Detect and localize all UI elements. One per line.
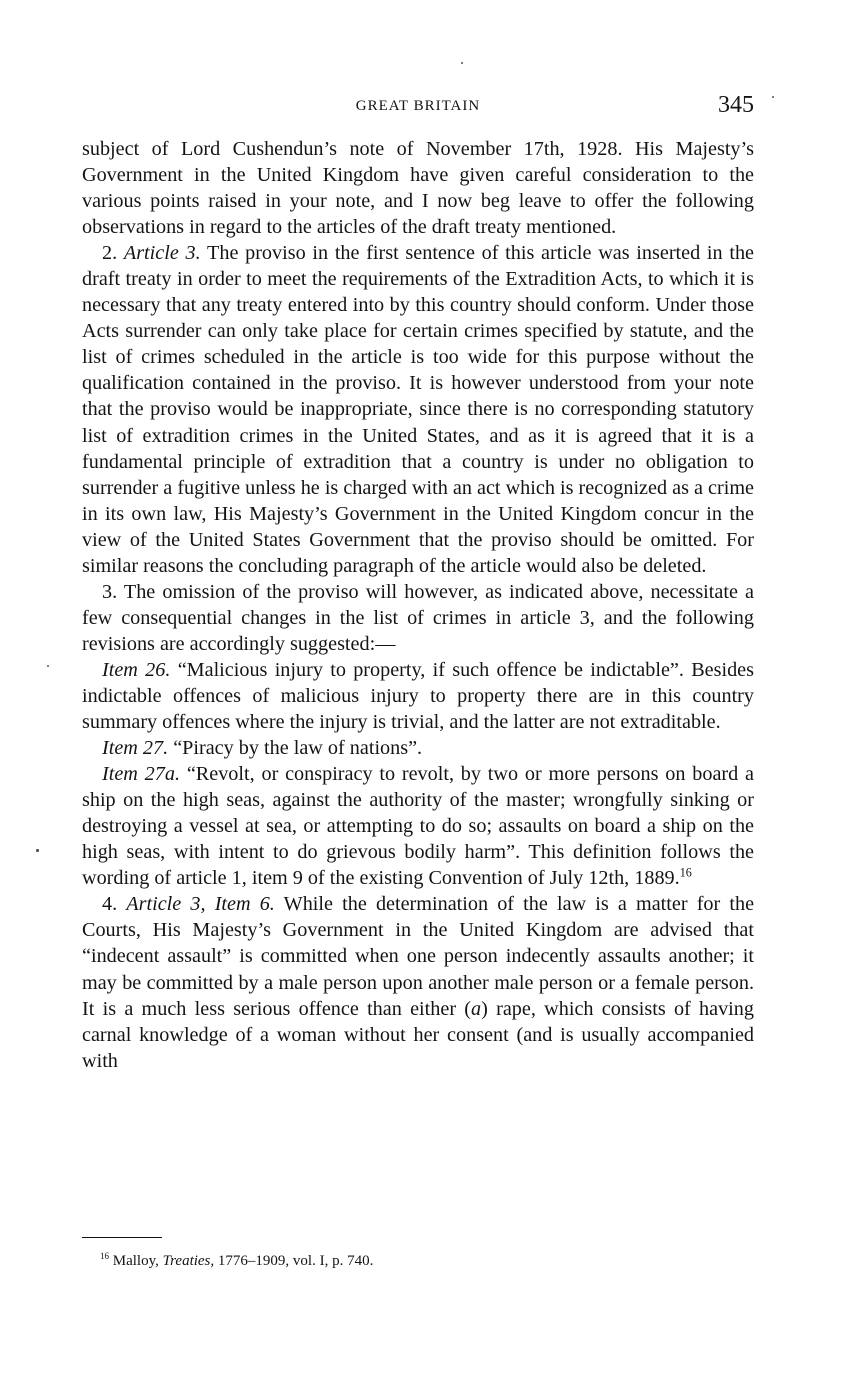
item-26 <box>82 657 754 735</box>
scan-speck <box>772 96 774 98</box>
item-27-label: Item 27. <box>102 737 169 760</box>
footnote <box>100 1251 750 1271</box>
paragraph-4-number: 4. <box>102 893 118 916</box>
item-27a-text: “Revolt, or conspiracy to revolt, by two or more persons on board a ship on the high seas, against the authority of the master; wrongfully sinking or destroying a vessel at sea, or attempting to do so; assaults on board a ship on the high seas, with intent to do grievous bodily harm”. This definition follows the wording of article 1, item 9 of the existing Convention of July 12th, 1889. <box>82 763 754 890</box>
paragraph-2-label: Article 3. <box>123 242 201 265</box>
item-26-label: Item 26. <box>102 658 171 681</box>
item-27a-label: Item 27a. <box>102 763 181 786</box>
footnote-ref: 16 <box>679 865 692 880</box>
page-number: 345 <box>718 92 754 118</box>
footnote-title: Treaties, <box>162 1253 215 1269</box>
paragraph-4-text-2: ) rape, which consists of having carnal knowledge of a woman without her consent (and is usually accompanied with <box>82 997 754 1072</box>
footnote-number: 16 <box>100 1251 109 1261</box>
paragraph-4 <box>82 891 754 1073</box>
paragraph-4-text-1: While the determination of the law is a matter for the Courts, His Majesty’s Government in the United Kingdom are advised that “indecent assault” is committed when one person indecently assaults another; it may be committed by a male person upon another male person or a female person. It is a much less serious offence than either ( <box>82 893 755 1020</box>
paragraph-4-a: a <box>471 997 482 1020</box>
page-body <box>82 136 754 1074</box>
item-26-text: “Malicious injury to property, if such offence be indictable”. Besides indictable offences of malicious injury to property there are in this country summary offences where the injury is trivial, and the latter are not extraditable. <box>82 658 755 734</box>
running-head: GREAT BRITAIN <box>355 98 481 114</box>
scan-speck <box>47 665 49 667</box>
paragraph-1-text: subject of Lord Cushendun’s note of November 17th, 1928. His Majesty’s Government in the United Kingdom have given careful consideration to the various points raised in your note, and I now beg leave to offer the following observations in regard to the articles of the draft treaty mentioned. <box>82 138 754 239</box>
item-27 <box>82 735 754 761</box>
scan-speck <box>36 849 39 852</box>
paragraph-1 <box>82 136 754 240</box>
item-27a <box>82 761 754 891</box>
scan-speck <box>461 62 463 64</box>
item-27-text: “Piracy by the law of nations”. <box>173 737 423 760</box>
footnote-rest: 1776–1909, vol. I, p. 740. <box>217 1253 374 1269</box>
paragraph-3 <box>82 579 754 657</box>
paragraph-3-text: 3. The omission of the proviso will however, as indicated above, necessitate a few consequential changes in the list of crimes in article 3, and the following revisions are accordingly suggested:— <box>82 580 754 655</box>
page-header <box>82 92 754 122</box>
paragraph-4-label-item: Item 6. <box>214 893 275 916</box>
footnote-rule <box>82 1237 162 1238</box>
paragraph-2 <box>82 240 754 579</box>
paragraph-2-text: The proviso in the first sentence of this article was inserted in the draft treaty in order to meet the requirements of the Extradition Acts, to which it is necessary that any treaty entered into by this country should conform. Under those Acts surrender can only take place for certain crimes specified by statute, and the list of crimes scheduled in the article is too wide for this purpose without the qualification contained in the proviso. It is however understood from your note that the proviso would be inappropriate, since there is no corresponding statutory list of extradition crimes in the United States, and as it is agreed that it is a fundamental principle of extradition that a country is under no obligation to surrender a fugitive unless he is charged with an act which is recognized as a crime in its own law, His Majesty’s Government in the United Kingdom concur in the view of the United States Government that the proviso should be omitted. For similar reasons the concluding paragraph of the article would also be deleted. <box>82 242 755 577</box>
paragraph-4-label-article: Article 3, <box>126 893 206 916</box>
footnote-author: Malloy, <box>112 1253 159 1269</box>
paragraph-2-number: 2. <box>102 242 118 265</box>
